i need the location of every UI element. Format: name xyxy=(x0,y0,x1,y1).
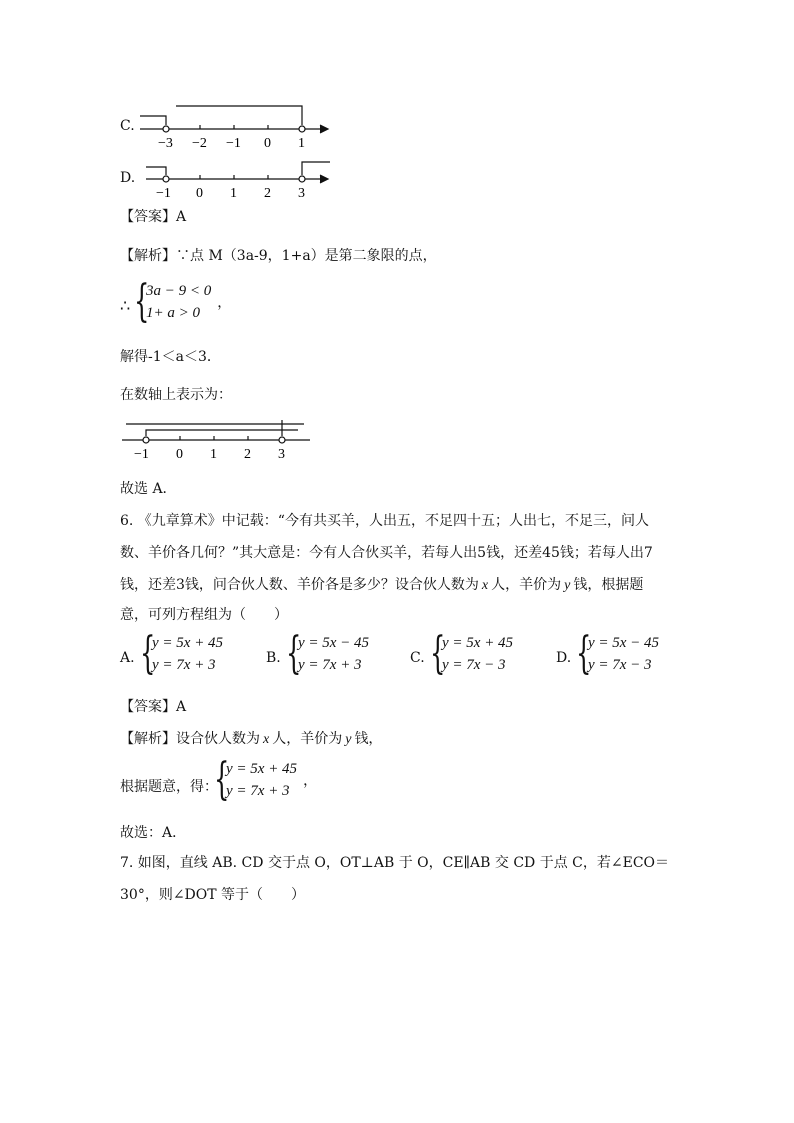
q6-basis: 根据题意，得： xyxy=(120,779,218,795)
q6-analysis xyxy=(120,728,382,748)
option-label: D. xyxy=(556,650,572,666)
left-brace: { xyxy=(430,628,446,679)
tick-label: 2 xyxy=(244,447,251,462)
analysis-prefix: 【解析】 xyxy=(120,731,176,747)
stem-text: 人，羊价为 xyxy=(491,577,562,593)
tick-label: −3 xyxy=(158,136,173,151)
system-comma: ， xyxy=(217,295,232,311)
option-label: B. xyxy=(266,650,281,666)
left-brace: { xyxy=(134,276,150,327)
tick-label: −1 xyxy=(226,136,241,151)
q5-solve: 解得-1＜a＜3． xyxy=(120,349,221,365)
q7-stem-line1: 7. 如图，直线 AB. CD 交于点 O，OT⊥AB 于 O，CE∥AB 交 CD 于点 C，若∠ECO＝ xyxy=(120,855,670,871)
system-row: y = 5x + 45 xyxy=(152,635,224,651)
option-label: C. xyxy=(410,650,425,666)
tick-label: 1 xyxy=(298,136,305,151)
tick-label: 0 xyxy=(196,186,203,201)
tick-label: −1 xyxy=(134,447,149,462)
system-comma: ， xyxy=(303,773,318,789)
system-row: y = 5x + 45 xyxy=(226,761,298,777)
system-row: y = 7x + 3 xyxy=(226,783,290,799)
left-brace: { xyxy=(576,628,592,679)
var-x: x xyxy=(263,732,270,747)
number-line-c xyxy=(130,100,340,152)
therefore-symbol: ∴ xyxy=(120,296,131,315)
q5-axis-note: 在数轴上表示为： xyxy=(120,387,232,403)
system-row: y = 5x − 45 xyxy=(298,635,370,651)
number-line-result xyxy=(118,412,318,464)
option-label: A. xyxy=(120,650,135,666)
q5-conclusion: 故选 A． xyxy=(120,481,177,497)
tick-label: 3 xyxy=(298,186,305,201)
analysis-text: 人，羊价为 xyxy=(272,731,343,747)
q6-stem-line1: 6. 《九章算术》中记载：“今有共买羊，人出五，不足四十五；人出七，不足三，问人 xyxy=(120,513,649,529)
system-row: 1+ a > 0 xyxy=(146,305,200,321)
system-row: y = 7x − 3 xyxy=(442,657,506,673)
option-b-system xyxy=(286,628,370,679)
tick-label: −2 xyxy=(192,136,207,151)
tick-label: 0 xyxy=(264,136,271,151)
option-d-system xyxy=(576,628,660,679)
tick-label: 2 xyxy=(264,186,271,201)
inequality-system xyxy=(134,276,232,327)
system-row: y = 7x − 3 xyxy=(588,657,652,673)
tick-label: −1 xyxy=(156,186,171,201)
tick-label: 1 xyxy=(210,447,217,462)
q5-analysis xyxy=(120,245,437,265)
number-line-d xyxy=(130,152,340,202)
option-d-label: D. xyxy=(120,170,136,186)
left-brace: { xyxy=(214,754,230,805)
system-row: y = 5x − 45 xyxy=(588,635,660,651)
tick-label: 1 xyxy=(230,186,237,201)
option-a-system xyxy=(140,628,224,679)
system-row: y = 7x + 3 xyxy=(298,657,362,673)
stem-text: 钱，根据题 xyxy=(573,577,644,593)
analysis-text: 设合伙人数为 xyxy=(176,731,260,747)
q7-stem-line2: 30°，则∠DOT 等于（ ） xyxy=(120,887,306,903)
system-row: y = 5x + 45 xyxy=(442,635,514,651)
left-brace: { xyxy=(140,628,156,679)
tick-label: 0 xyxy=(176,447,183,462)
analysis-prefix: 【解析】 xyxy=(120,248,176,264)
analysis-text: 钱， xyxy=(354,731,383,747)
q6-stem-line4: 意，可列方程组为（ ） xyxy=(120,607,288,623)
var-y: y xyxy=(345,732,352,747)
var-x: x xyxy=(481,578,489,593)
q6-stem-line2: 数、羊价各几何？”其大意是：今有人合伙买羊，若每人出5钱，还差45钱；若每人出7 xyxy=(120,545,653,561)
option-c-label: C. xyxy=(120,118,135,134)
q6-conclusion: 故选：A． xyxy=(120,825,187,841)
left-brace: { xyxy=(286,628,302,679)
var-y: y xyxy=(564,578,571,593)
q5-answer: 【答案】A xyxy=(120,209,187,225)
q6-stem-line3 xyxy=(120,574,643,594)
q6-answer: 【答案】A xyxy=(120,699,187,715)
analysis-text: ∵点 M（3a-9，1+a）是第二象限的点， xyxy=(176,248,437,264)
q6-answer-system xyxy=(214,754,318,805)
system-row: y = 7x + 3 xyxy=(152,657,216,673)
stem-text: 钱，还差3钱，问合伙人数、羊价各是多少？设合伙人数为 xyxy=(120,577,479,593)
tick-label: 3 xyxy=(278,447,285,462)
system-row: 3a − 9 < 0 xyxy=(146,283,212,299)
option-c-system xyxy=(430,628,514,679)
